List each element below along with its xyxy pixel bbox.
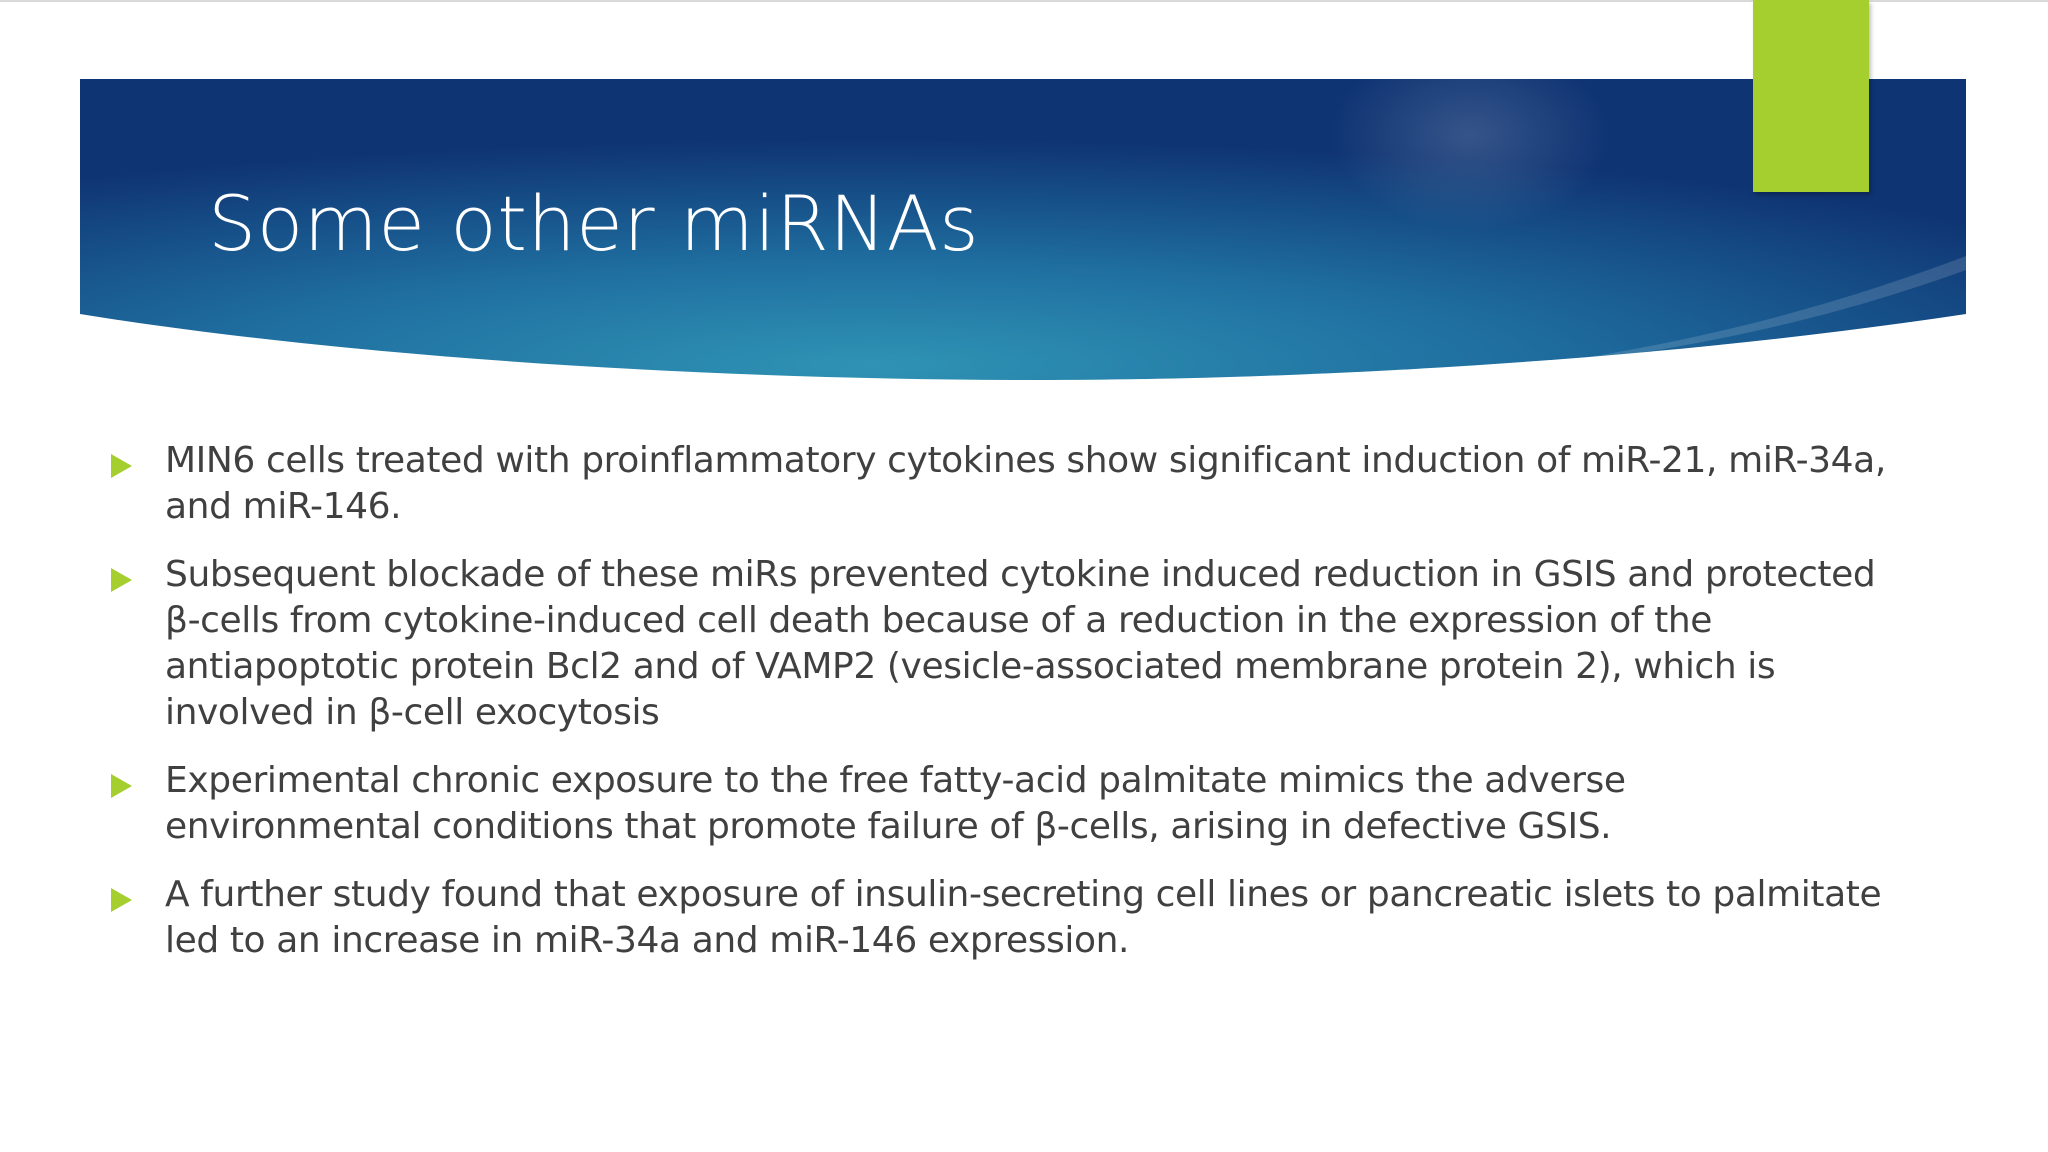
bullet-text: Experimental chronic exposure to the free fatty-acid palmitate mimics the adverse environmental conditions that promote failure of β-cells, arising in defective GSIS.: [165, 760, 1626, 847]
green-triangle-bullet-icon: [111, 774, 132, 798]
accent-tab: [1753, 0, 1869, 192]
bullet-text: MIN6 cells treated with proinflammatory cytokines show significant induction of miR-21, miR-34a, and miR-146.: [165, 440, 1886, 527]
bullet-text: A further study found that exposure of insulin-secreting cell lines or pancreatic islets to palmitate led to an increase in miR-34a and miR-146 expression.: [165, 874, 1882, 961]
bullet-item: [108, 438, 1888, 530]
bullet-list: [108, 438, 1888, 986]
green-triangle-bullet-icon: [111, 568, 132, 592]
green-triangle-bullet-icon: [111, 888, 132, 912]
bullet-item: [108, 872, 1888, 964]
green-triangle-bullet-icon: [111, 454, 132, 478]
bullet-text: Subsequent blockade of these miRs prevented cytokine induced reduction in GSIS and protected β-cells from cytokine-induced cell death because of a reduction in the expression of the antiapoptotic protein Bcl2 and of VAMP2 (vesicle-associated membrane protein 2), which is involved in β-cell exocytosis: [165, 554, 1876, 733]
bullet-item: [108, 552, 1888, 736]
slide-title: Some other miRNAs: [208, 179, 980, 268]
bullet-item: [108, 758, 1888, 850]
